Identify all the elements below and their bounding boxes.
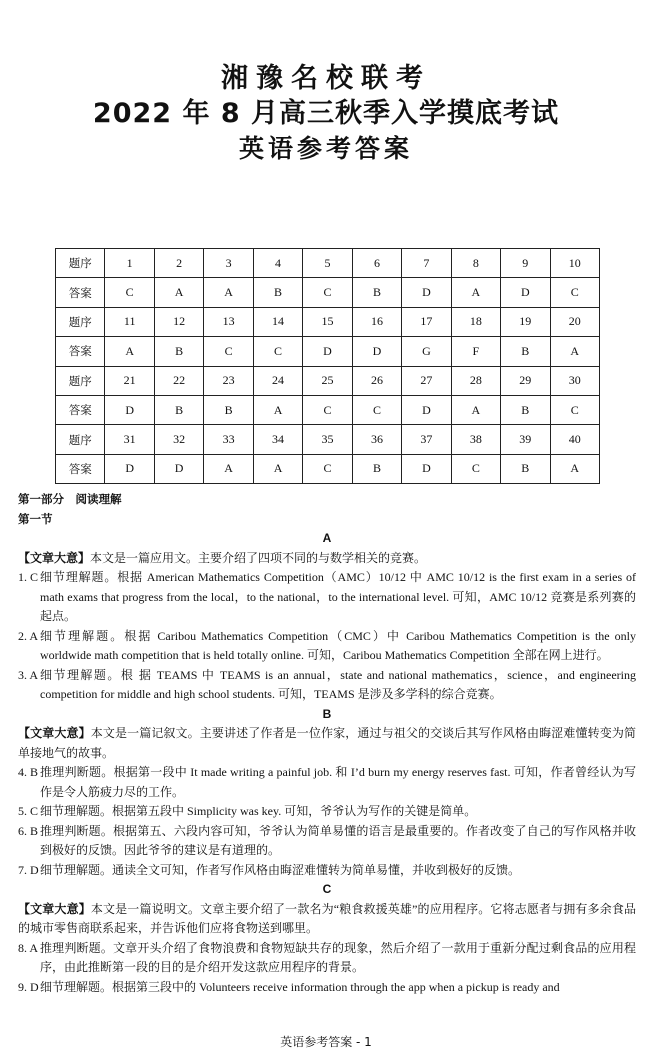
question-number-cell: 2	[154, 249, 203, 278]
answer-cell: C	[550, 278, 599, 307]
passage-letter: C	[322, 882, 332, 896]
explanation-text: 细节理解题。根据第三段中的 Volunteers receive information through the app when a pickup is ready and	[40, 979, 560, 994]
question-answer-label: 6. B	[18, 823, 39, 838]
answer-cell: A	[550, 454, 599, 483]
summary-tag: 【文章大意】	[18, 726, 91, 740]
question-number-row	[56, 425, 600, 454]
explanation-text: 细节理解题。根 据 TEAMS 中 TEAMS is an annual，state and national mathematics，science，and engineering competition for middle and high school students. 可知，TEAMS 是涉及多学科的综合竞赛。	[40, 667, 636, 701]
summary-text: 本文是一篇应用文。主要介绍了四项不同的与数学相关的竞赛。	[90, 550, 427, 565]
answer-explanation	[18, 822, 636, 861]
question-number-cell: 28	[451, 366, 500, 395]
question-number-cell: 35	[303, 425, 352, 454]
explanation-text: 细节理解题。根据 American Mathematics Competition（AMC）10/12 中 AMC 10/12 is the first exam in a series of math exams that progress from the local，to the national，to the international level. 可知，AMC 10/12 竞赛是系列赛的起点。	[40, 570, 636, 623]
question-number-row	[56, 249, 600, 278]
question-answer-label: 1. C	[18, 570, 39, 584]
question-number-cell: 30	[550, 366, 599, 395]
question-number-cell: 16	[352, 307, 401, 336]
row-label: 答案	[56, 337, 105, 366]
question-number-cell: 21	[105, 366, 154, 395]
question-number-cell: 9	[501, 249, 550, 278]
explanation-text: 细节理解题。根据 Caribou Mathematics Competition（CMC）中 Caribou Mathematics Competition is the only worldwide math competition that is held totally online. 可知，Caribou Mathematics Competition 全部在网上进行。	[40, 628, 636, 662]
question-number-cell: 33	[204, 425, 253, 454]
question-answer-label: 7. D	[18, 862, 39, 877]
summary-text: 本文是一篇说明文。文章主要介绍了一款名为“粮食救援英雄”的应用程序。它将志愿者与拥有多余食品的城市零售商联系起来，并告诉他们应将食物送到哪里。	[18, 901, 636, 935]
passage-summary	[18, 900, 636, 939]
answer-cell: D	[154, 454, 203, 483]
summary-text: 本文是一篇记叙文。主要讲述了作者是一位作家，通过与祖父的交谈后其写作风格由晦涩难懂转变为简单接地气的故事。	[18, 726, 636, 760]
question-number-cell: 29	[501, 366, 550, 395]
question-number-cell: 7	[402, 249, 451, 278]
answer-cell: C	[303, 278, 352, 307]
answer-cell: C	[105, 278, 154, 307]
question-number-cell: 20	[550, 307, 599, 336]
answer-cell: A	[154, 278, 203, 307]
question-number-row	[56, 366, 600, 395]
answer-cell: B	[253, 278, 302, 307]
question-number-cell: 19	[501, 307, 550, 336]
question-answer-label: 2. A	[18, 628, 39, 643]
answer-cell: D	[402, 454, 451, 483]
answer-cell: B	[204, 395, 253, 424]
answer-cell: C	[303, 454, 352, 483]
passage-letter: A	[322, 531, 332, 545]
summary-tag: 【文章大意】	[18, 550, 91, 565]
question-number-cell: 40	[550, 425, 599, 454]
question-number-cell: 13	[204, 307, 253, 336]
answer-cell: B	[501, 337, 550, 366]
answer-cell: D	[105, 454, 154, 483]
exam-name-title: 2022 年 8 月高三秋季入学摸底考试	[92, 98, 560, 129]
answer-row	[56, 454, 600, 483]
part-heading: 第一部分 阅读理解	[18, 492, 122, 506]
answer-cell: B	[352, 278, 401, 307]
question-number-cell: 37	[402, 425, 451, 454]
question-number-cell: 11	[105, 307, 154, 336]
answer-cell: C	[253, 337, 302, 366]
question-number-cell: 23	[204, 366, 253, 395]
title-block	[0, 62, 652, 166]
answer-cell: D	[303, 337, 352, 366]
answer-cell: C	[550, 395, 599, 424]
explanation-text: 推理判断题。根据第五、六段内容可知，爷爷认为简单易懂的语言是最重要的。作者改变了自己的写作风格并收到极好的反馈。因此爷爷的建议是有道理的。	[40, 823, 636, 857]
question-number-cell: 15	[303, 307, 352, 336]
answer-cell: D	[105, 395, 154, 424]
question-number-cell: 39	[501, 425, 550, 454]
answer-cell: D	[352, 337, 401, 366]
question-number-cell: 27	[402, 366, 451, 395]
answer-cell: B	[352, 454, 401, 483]
question-number-cell: 22	[154, 366, 203, 395]
question-number-cell: 32	[154, 425, 203, 454]
question-number-cell: 6	[352, 249, 401, 278]
answer-cell: B	[501, 454, 550, 483]
section-heading: 第一节	[18, 511, 53, 526]
row-label: 答案	[56, 454, 105, 483]
exam-org-title: 湘豫名校联考	[221, 63, 431, 94]
answer-cell: A	[451, 395, 500, 424]
explanation-text: 推理判断题。根据第一段中 It made writing a painful job. 和 I’d burn my energy reserves fast. 可知，作者曾经认为写作是令人筋疲力尽的工作。	[40, 765, 636, 799]
answer-explanation	[18, 666, 636, 705]
page-footer: 英语参考答案 - 1	[280, 1035, 372, 1049]
answer-cell: F	[451, 337, 500, 366]
question-number-cell: 3	[204, 249, 253, 278]
passage-letter: B	[322, 706, 332, 721]
document-title: 英语参考答案	[238, 134, 413, 163]
answer-cell: A	[204, 454, 253, 483]
answer-row	[56, 337, 600, 366]
row-label: 题序	[56, 307, 105, 336]
question-answer-label: 9. D	[18, 979, 39, 994]
answer-explanation	[18, 939, 636, 978]
answer-explanations	[18, 490, 636, 997]
explanation-text: 推理判断题。文章开头介绍了食物浪费和食物短缺共存的现象，然后介绍了一款用于重新分配过剩食品的应用程序，由此推断第一段的目的是介绍开发这款应用程序的背景。	[40, 940, 636, 974]
answer-explanation	[18, 978, 636, 998]
row-label: 题序	[56, 425, 105, 454]
answer-row	[56, 278, 600, 307]
question-number-cell: 31	[105, 425, 154, 454]
answer-cell: C	[451, 454, 500, 483]
question-number-cell: 24	[253, 366, 302, 395]
question-number-cell: 36	[352, 425, 401, 454]
question-number-cell: 18	[451, 307, 500, 336]
answer-cell: A	[451, 278, 500, 307]
question-number-cell: 12	[154, 307, 203, 336]
answer-cell: G	[402, 337, 451, 366]
row-label: 答案	[56, 278, 105, 307]
row-label: 题序	[56, 249, 105, 278]
answer-cell: A	[105, 337, 154, 366]
answer-explanation	[18, 861, 636, 881]
question-number-cell: 4	[253, 249, 302, 278]
answer-explanation	[18, 763, 636, 802]
question-number-cell: 5	[303, 249, 352, 278]
passage-summary	[18, 724, 636, 763]
answer-explanation	[18, 568, 636, 627]
question-number-cell: 10	[550, 249, 599, 278]
question-number-cell: 17	[402, 307, 451, 336]
question-number-cell: 1	[105, 249, 154, 278]
answer-row	[56, 395, 600, 424]
question-number-row	[56, 307, 600, 336]
answer-explanation	[18, 802, 636, 822]
answer-cell: A	[253, 395, 302, 424]
answer-cell: C	[303, 395, 352, 424]
question-answer-label: 8. A	[18, 940, 39, 955]
question-answer-label: 3. A	[18, 667, 39, 682]
row-label: 答案	[56, 395, 105, 424]
answer-cell: D	[402, 278, 451, 307]
question-answer-label: 4. B	[18, 765, 39, 779]
explanation-text: 细节理解题。通读全文可知，作者写作风格由晦涩难懂转为简单易懂，并收到极好的反馈。	[40, 862, 521, 877]
passage-summary	[18, 549, 636, 569]
explanation-text: 细节理解题。根据第五段中 Simplicity was key. 可知，爷爷认为写作的关键是简单。	[40, 804, 477, 818]
answer-cell: B	[154, 395, 203, 424]
question-number-cell: 14	[253, 307, 302, 336]
question-answer-label: 5. C	[18, 804, 39, 818]
answer-explanation	[18, 627, 636, 666]
question-number-cell: 38	[451, 425, 500, 454]
answer-cell: C	[204, 337, 253, 366]
answer-cell: A	[550, 337, 599, 366]
answer-cell: C	[352, 395, 401, 424]
answer-table	[55, 248, 600, 484]
passages	[18, 529, 636, 997]
summary-tag: 【文章大意】	[18, 901, 91, 916]
question-number-cell: 25	[303, 366, 352, 395]
answer-cell: D	[402, 395, 451, 424]
answer-cell: A	[204, 278, 253, 307]
answer-cell: B	[154, 337, 203, 366]
question-number-cell: 34	[253, 425, 302, 454]
answer-cell: A	[253, 454, 302, 483]
answer-cell: B	[501, 395, 550, 424]
row-label: 题序	[56, 366, 105, 395]
question-number-cell: 26	[352, 366, 401, 395]
answer-cell: D	[501, 278, 550, 307]
question-number-cell: 8	[451, 249, 500, 278]
